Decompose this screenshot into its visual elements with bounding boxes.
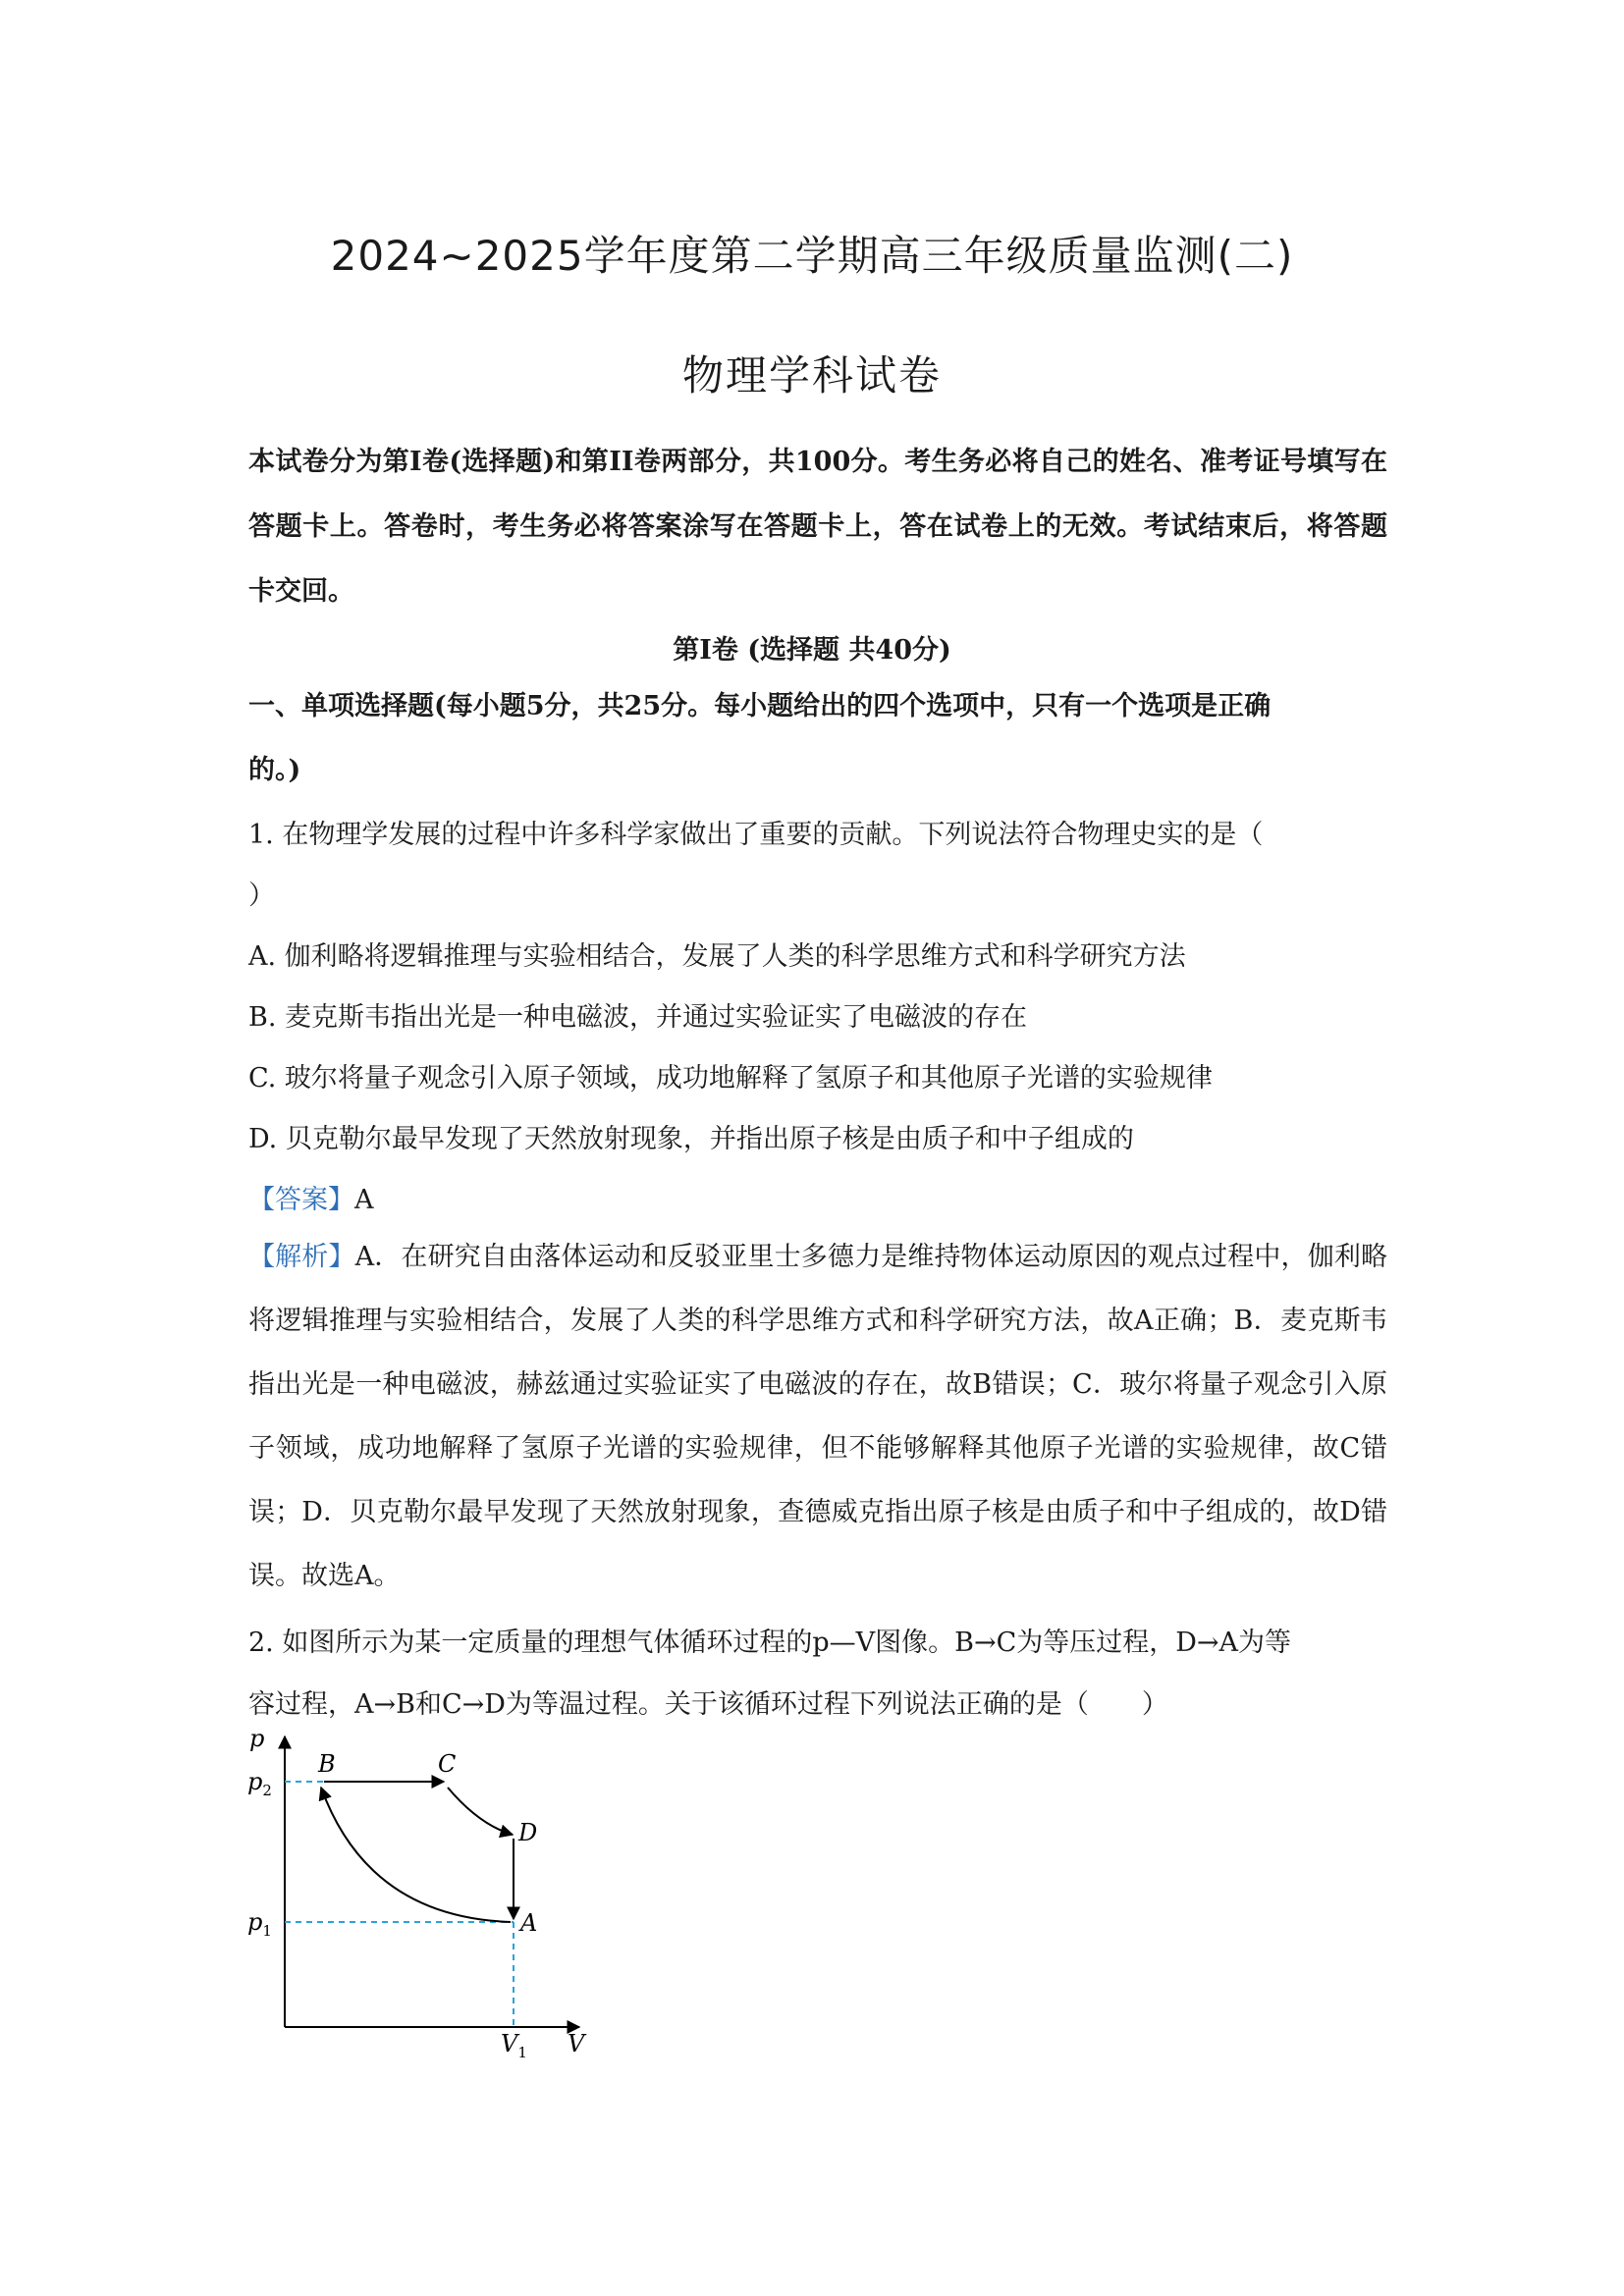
v-axis-label: V — [568, 2030, 585, 2057]
answer-tag: 【答案】 — [248, 1185, 354, 1215]
p2-label: $p_2$ — [247, 1768, 272, 1799]
point-c-label: C — [438, 1750, 457, 1778]
document-subtitle: 物理学科试卷 — [681, 351, 942, 400]
process-c-d — [448, 1788, 513, 1835]
point-a-label: A — [520, 1909, 538, 1937]
q2-stem-line2: 容过程，A→B和C→D为等温过程。关于该循环过程下列说法正确的是（ ） — [248, 1689, 1168, 1720]
analysis-tag: 【解析】 — [248, 1242, 355, 1272]
document-title: 2024~2025学年度第二学期高三年级质量监测(二) — [330, 232, 1294, 280]
point-d-label: D — [518, 1819, 538, 1846]
q1-option-b: B. 麦克斯韦指出光是一种电磁波，并通过实验证实了电磁波的存在 — [248, 1002, 1028, 1033]
point-b-label: B — [318, 1750, 336, 1778]
analysis-text: A．在研究自由落体运动和反驳亚里士多德力是维持物体运动原因的观点过程中，伽利略将逻辑推理与实验相结合，发展了人类的科学思维方式和科学研究方法，故A正确；B．麦克斯韦指出光是一种电磁波，赫兹通过实验证实了电磁波的存在，故B错误；C．玻尔将量子观念引入原子领域，成功地解释了氢原子光谱的实验规律，但不能够解释其他原子光谱的实验规律，故C错误；D．贝克勒尔最早发现了天然放射现象，查德威克指出原子核是由质子和中子组成的，故D错误。故选A。 — [248, 1242, 1388, 1591]
q1-stem-line1: 1. 在物理学发展的过程中许多科学家做出了重要的贡献。下列说法符合物理史实的是（ — [248, 820, 1264, 850]
q1-option-c: C. 玻尔将量子观念引入原子领域，成功地解释了氢原子和其他原子光谱的实验规律 — [248, 1063, 1213, 1094]
answer-value: A — [354, 1185, 374, 1215]
p1-label: $p_1$ — [247, 1908, 272, 1940]
section-heading-line2: 的。) — [248, 755, 301, 785]
pv-cycle-diagram — [226, 1723, 619, 2061]
section-heading-line1: 一、单项选择题(每小题5分，共25分。每小题给出的四个选项中，只有一个选项是正确 — [248, 691, 1272, 721]
q1-stem-line2: ） — [248, 881, 275, 911]
q1-option-a: A. 伽利略将逻辑推理与实验相结合，发展了人类的科学思维方式和科学研究方法 — [248, 941, 1186, 972]
q1-answer — [248, 1178, 374, 1216]
q1-option-d: D. 贝克勒尔最早发现了天然放射现象，并指出原子核是由质子和中子组成的 — [248, 1124, 1134, 1154]
process-a-b — [321, 1788, 511, 1922]
p-axis-label: p — [249, 1725, 265, 1752]
v1-label: $V_1$ — [501, 2030, 527, 2061]
exam-instructions: 本试卷分为第I卷(选择题)和第II卷两部分，共100分。考生务必将自己的姓名、准考证号填写在答题卡上。答卷时，考生务必将答案涂写在答题卡上，答在试卷上的无效。考试结束后，将答题卡交回。 — [248, 447, 1387, 607]
q2-stem-line1: 2. 如图所示为某一定质量的理想气体循环过程的p—V图像。B→C为等压过程，D→A为等 — [248, 1628, 1292, 1658]
q1-analysis — [248, 1225, 1387, 1608]
part1-heading: 第I卷 (选择题 共40分) — [673, 635, 951, 666]
